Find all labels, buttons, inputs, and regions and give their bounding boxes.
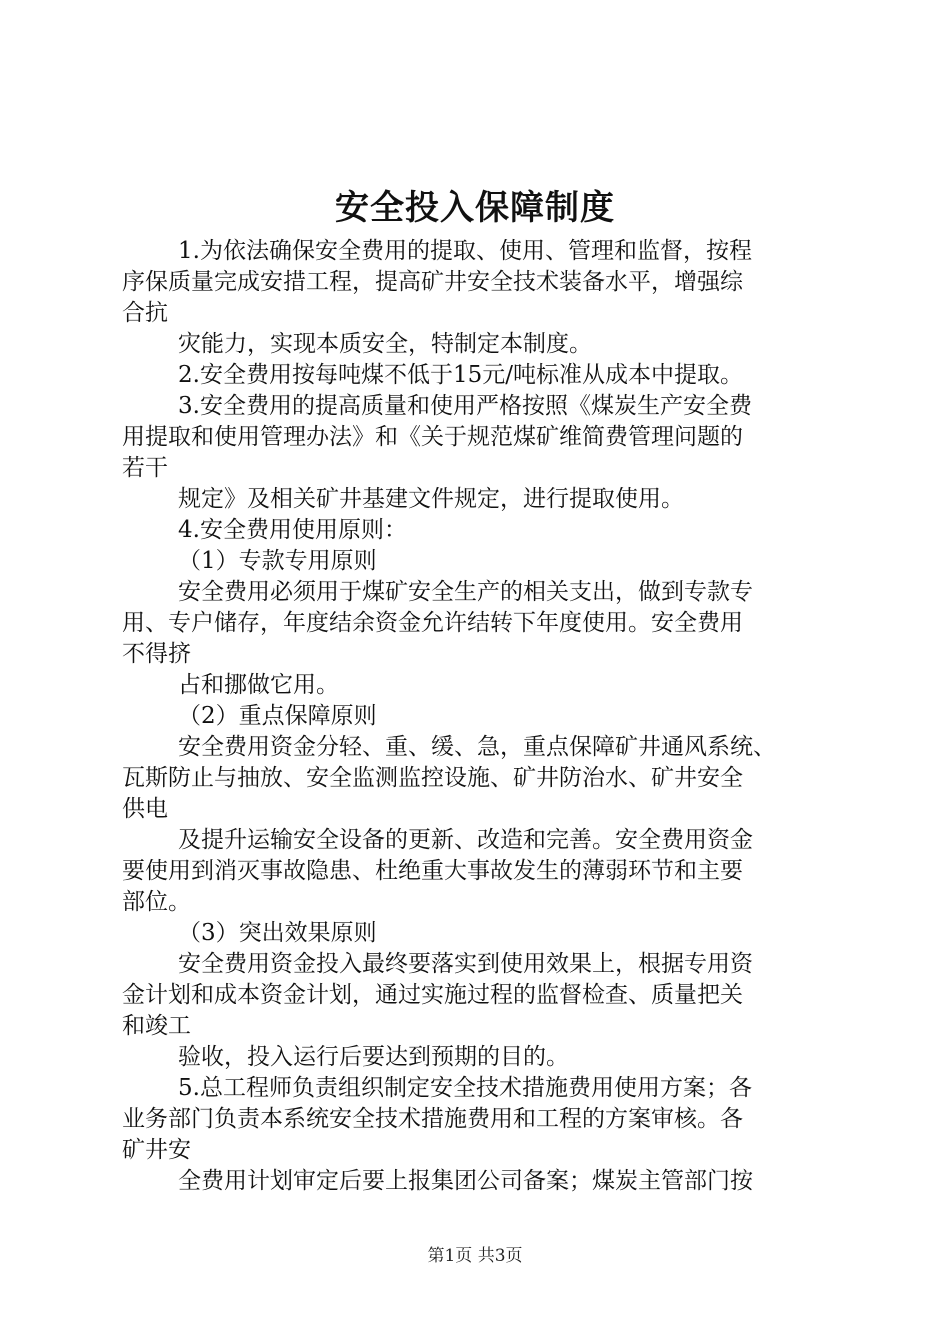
document-title: 安全投入保障制度 <box>335 188 615 228</box>
text-line: 不得挤 <box>122 641 191 667</box>
text-line: （1）专款专用原则 <box>178 548 377 574</box>
page-footer: 第1页 共3页 <box>427 1246 523 1266</box>
text-line: 5.总工程师负责组织制定安全技术措施费用使用方案；各 <box>178 1075 752 1101</box>
text-line: 3.安全费用的提高质量和使用严格按照《煤炭生产安全费 <box>178 393 752 419</box>
text-line: 用提取和使用管理办法》和《关于规范煤矿维简费管理问题的 <box>122 424 743 450</box>
text-line: 若干 <box>122 455 168 481</box>
text-line: （3）突出效果原则 <box>178 920 377 946</box>
text-line: 安全费用资金分轻、重、缓、急，重点保障矿井通风系统、 <box>178 734 776 760</box>
text-line: 用、专户储存，年度结余资金允许结转下年度使用。安全费用 <box>122 610 743 636</box>
text-line: 瓦斯防止与抽放、安全监测监控设施、矿井防治水、矿井安全 <box>122 765 743 791</box>
text-line: 业务部门负责本系统安全技术措施费用和工程的方案审核。各 <box>122 1106 743 1132</box>
text-line: 2.安全费用按每吨煤不低于15元/吨标准从成本中提取。 <box>178 362 743 388</box>
document-body <box>122 236 834 1197</box>
text-line: 全费用计划审定后要上报集团公司备案；煤炭主管部门按 <box>178 1168 753 1194</box>
text-line: 4.安全费用使用原则： <box>178 517 407 543</box>
text-line: 部位。 <box>122 889 191 915</box>
text-line: 要使用到消灭事故隐患、杜绝重大事故发生的薄弱环节和主要 <box>122 858 743 884</box>
text-line: 合抗 <box>122 300 168 326</box>
text-line: 及提升运输安全设备的更新、改造和完善。安全费用资金 <box>178 827 753 853</box>
text-line: 安全费用资金投入最终要落实到使用效果上，根据专用资 <box>178 951 753 977</box>
text-line: 验收，投入运行后要达到预期的目的。 <box>178 1044 569 1070</box>
text-line: 占和挪做它用。 <box>178 672 339 698</box>
text-line: （2）重点保障原则 <box>178 703 377 729</box>
text-line: 和竣工 <box>122 1013 191 1039</box>
text-line: 规定》及相关矿井基建文件规定，进行提取使用。 <box>178 486 684 512</box>
text-line: 矿井安 <box>122 1137 191 1163</box>
text-line: 金计划和成本资金计划，通过实施过程的监督检查、质量把关 <box>122 982 743 1008</box>
text-line: 1.为依法确保安全费用的提取、使用、管理和监督，按程 <box>178 238 752 264</box>
text-line: 供电 <box>122 796 168 822</box>
text-line: 序保质量完成安措工程，提高矿井安全技术装备水平，增强综 <box>122 269 743 295</box>
text-line: 灾能力，实现本质安全，特制定本制度。 <box>178 331 592 357</box>
text-line: 安全费用必须用于煤矿安全生产的相关支出，做到专款专 <box>178 579 753 605</box>
